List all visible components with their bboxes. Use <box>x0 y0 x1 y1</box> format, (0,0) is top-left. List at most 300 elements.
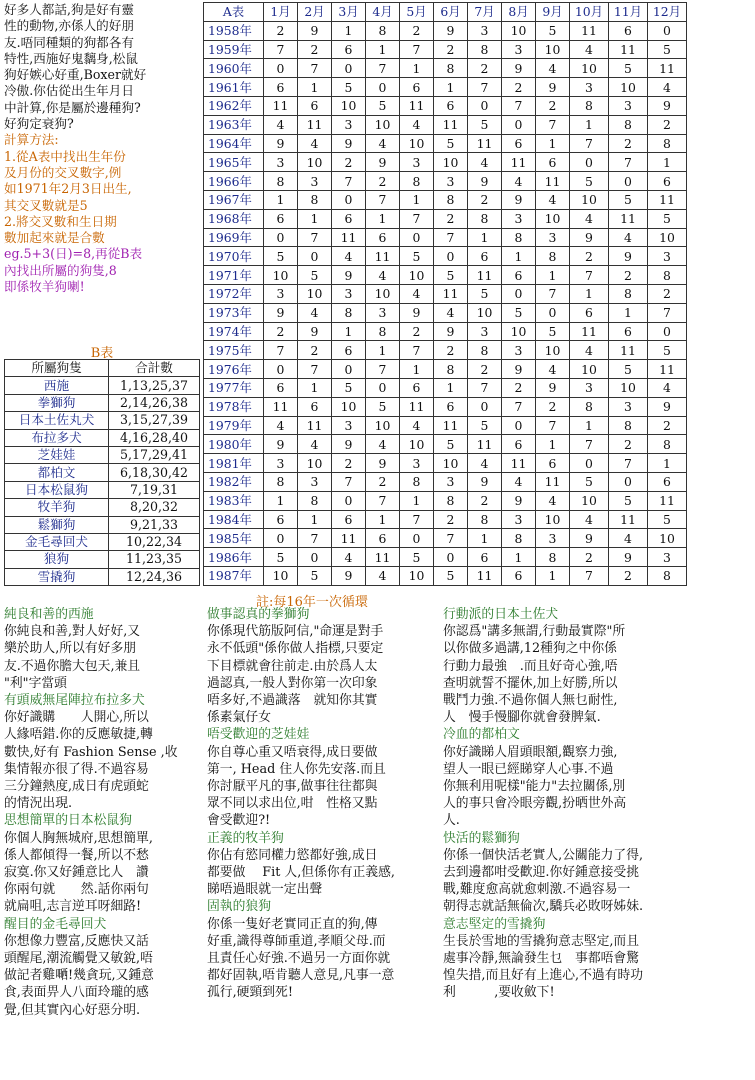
value-cell: 1 <box>609 303 648 322</box>
dog-breed-cell: 日本土佐丸犬 <box>5 412 109 429</box>
dog-description-body: 你佔有慾同權力慾都好強,成日 都要做 Fit 人,但係你有正義感, 睇唔過眼就一定出聲 <box>207 847 395 898</box>
value-cell: 0 <box>366 78 400 97</box>
value-cell: 9 <box>366 454 400 473</box>
value-cell: 4 <box>400 284 434 303</box>
value-cell: 7 <box>366 190 400 209</box>
value-cell: 11 <box>298 115 332 134</box>
dog-breed-cell: 日本松鼠狗 <box>5 481 109 498</box>
dog-description <box>443 726 749 829</box>
value-cell: 1 <box>536 266 570 285</box>
year-cell: 1960年 <box>204 59 264 78</box>
value-cell: 1 <box>332 322 366 341</box>
value-cell: 1 <box>434 78 468 97</box>
a-table-row <box>204 247 687 266</box>
value-cell: 5 <box>400 247 434 266</box>
dog-description-body: 你自尊心重又唔衰得,成日要做 第一, Head 住人你先安落.而且 你討厭平凡的事,做事往往都與 眾不同以求出位,咁 性格又點 會受歡迎?! <box>207 744 386 829</box>
value-cell: 4 <box>536 190 570 209</box>
value-cell: 1 <box>570 284 609 303</box>
value-cell: 2 <box>468 491 502 510</box>
b-table-row <box>5 499 200 516</box>
value-cell: 3 <box>536 529 570 548</box>
value-cell: 11 <box>366 548 400 567</box>
value-cell: 3 <box>502 341 536 360</box>
value-cell: 2 <box>609 435 648 454</box>
value-cell: 4 <box>536 59 570 78</box>
value-cell: 7 <box>366 491 400 510</box>
dog-description-title: 醒目的金毛尋回犬 <box>4 916 107 932</box>
value-cell: 3 <box>468 21 502 40</box>
value-cell: 5 <box>648 510 687 529</box>
dog-description-title: 行動派的日本土佐犬 <box>443 607 559 622</box>
value-cell: 1 <box>468 529 502 548</box>
value-cell: 6 <box>264 510 298 529</box>
value-cell: 3 <box>502 40 536 59</box>
dog-breed-cell: 芝娃娃 <box>5 446 109 463</box>
value-cell: 9 <box>609 548 648 567</box>
value-cell: 2 <box>366 472 400 491</box>
year-cell: 1982年 <box>204 472 264 491</box>
dog-description-title: 有頭威無尾陣拉布拉多犬 <box>4 693 145 709</box>
value-cell: 3 <box>264 454 298 473</box>
description-column-2 <box>207 606 439 1002</box>
a-table-row <box>204 228 687 247</box>
value-cell: 0 <box>648 21 687 40</box>
value-cell: 8 <box>366 322 400 341</box>
value-cell: 2 <box>264 322 298 341</box>
dog-description <box>4 606 204 692</box>
value-cell: 7 <box>298 529 332 548</box>
value-cell: 6 <box>536 153 570 172</box>
dog-description-body: 生長於雪地的雪撬狗意志堅定,而且 處事冷靜,無論發生乜 事都唔會驚 惶失措,而且好有上進心,不過有時功 利 ,要收斂下! <box>443 933 644 1001</box>
value-cell: 6 <box>648 472 687 491</box>
value-cell: 6 <box>332 510 366 529</box>
sum-values-cell: 10,22,34 <box>109 533 200 550</box>
value-cell: 6 <box>264 78 298 97</box>
value-cell: 3 <box>332 115 366 134</box>
a-table-row <box>204 341 687 360</box>
value-cell: 9 <box>648 397 687 416</box>
a-table <box>203 2 687 586</box>
value-cell: 5 <box>570 472 609 491</box>
dog-breed-cell: 雪撬狗 <box>5 568 109 585</box>
value-cell: 3 <box>434 472 468 491</box>
value-cell: 0 <box>502 416 536 435</box>
value-cell: 8 <box>434 360 468 379</box>
value-cell: 3 <box>648 548 687 567</box>
value-cell: 2 <box>468 360 502 379</box>
value-cell: 7 <box>536 284 570 303</box>
year-cell: 1975年 <box>204 341 264 360</box>
value-cell: 1 <box>502 548 536 567</box>
month-header: 10月 <box>570 3 609 22</box>
value-cell: 7 <box>609 454 648 473</box>
sum-values-cell: 8,20,32 <box>109 499 200 516</box>
value-cell: 11 <box>366 247 400 266</box>
dog-breed-cell: 西施 <box>5 377 109 394</box>
year-cell: 1965年 <box>204 153 264 172</box>
dog-description-title: 冷血的都柏文 <box>443 727 520 743</box>
dog-description-title: 快活的鬆獅狗 <box>443 830 520 846</box>
value-cell: 3 <box>609 96 648 115</box>
value-cell: 7 <box>502 397 536 416</box>
value-cell: 5 <box>536 322 570 341</box>
sum-values-cell: 3,15,27,39 <box>109 412 200 429</box>
year-cell: 1976年 <box>204 360 264 379</box>
value-cell: 2 <box>536 96 570 115</box>
year-cell: 1978年 <box>204 397 264 416</box>
value-cell: 10 <box>536 510 570 529</box>
value-cell: 9 <box>468 472 502 491</box>
a-table-row <box>204 40 687 59</box>
value-cell: 5 <box>264 247 298 266</box>
value-cell: 7 <box>502 96 536 115</box>
year-cell: 1984年 <box>204 510 264 529</box>
value-cell: 10 <box>609 378 648 397</box>
value-cell: 6 <box>400 78 434 97</box>
sum-values-cell: 11,23,35 <box>109 551 200 568</box>
value-cell: 11 <box>609 341 648 360</box>
value-cell: 9 <box>298 322 332 341</box>
value-cell: 5 <box>468 416 502 435</box>
dog-description-body: 你係現代筋版阿信,"命運是對手 永不低頭"係你做人指標,只要定 下目標就會往前走.由於爲人太 過認真,一般人對你第一次印象 唔多好,不過識落 就知你其實 係素氣仔女 <box>207 624 384 726</box>
value-cell: 6 <box>366 228 400 247</box>
a-table-row <box>204 115 687 134</box>
value-cell: 0 <box>264 529 298 548</box>
value-cell: 9 <box>264 435 298 454</box>
value-cell: 2 <box>298 40 332 59</box>
value-cell: 10 <box>502 322 536 341</box>
year-cell: 1966年 <box>204 172 264 191</box>
value-cell: 4 <box>648 378 687 397</box>
month-header: 11月 <box>609 3 648 22</box>
year-cell: 1973年 <box>204 303 264 322</box>
value-cell: 11 <box>468 566 502 585</box>
value-cell: 3 <box>502 209 536 228</box>
value-cell: 10 <box>570 491 609 510</box>
value-cell: 1 <box>536 134 570 153</box>
month-header: 1月 <box>264 3 298 22</box>
value-cell: 2 <box>332 454 366 473</box>
a-table-row <box>204 21 687 40</box>
value-cell: 2 <box>609 566 648 585</box>
a-table-row <box>204 96 687 115</box>
value-cell: 1 <box>536 435 570 454</box>
year-cell: 1958年 <box>204 21 264 40</box>
value-cell: 0 <box>298 548 332 567</box>
value-cell: 6 <box>609 21 648 40</box>
b-table-row <box>5 446 200 463</box>
value-cell: 4 <box>366 134 400 153</box>
sum-values-cell: 2,14,26,38 <box>109 394 200 411</box>
year-cell: 1964年 <box>204 134 264 153</box>
value-cell: 11 <box>502 153 536 172</box>
value-cell: 3 <box>332 284 366 303</box>
intro-text <box>4 2 200 295</box>
value-cell: 8 <box>502 529 536 548</box>
value-cell: 7 <box>400 209 434 228</box>
b-table-row <box>5 516 200 533</box>
a-table-row <box>204 190 687 209</box>
year-cell: 1962年 <box>204 96 264 115</box>
value-cell: 8 <box>570 96 609 115</box>
sum-values-cell: 9,21,33 <box>109 516 200 533</box>
value-cell: 0 <box>298 247 332 266</box>
value-cell: 10 <box>366 284 400 303</box>
value-cell: 0 <box>502 115 536 134</box>
value-cell: 10 <box>570 59 609 78</box>
value-cell: 1 <box>536 566 570 585</box>
month-header: 8月 <box>502 3 536 22</box>
value-cell: 5 <box>648 40 687 59</box>
dog-breed-cell: 都柏文 <box>5 464 109 481</box>
value-cell: 1 <box>366 341 400 360</box>
value-cell: 0 <box>536 303 570 322</box>
value-cell: 4 <box>366 435 400 454</box>
value-cell: 2 <box>400 21 434 40</box>
value-cell: 11 <box>648 59 687 78</box>
year-cell: 1987年 <box>204 566 264 585</box>
b-table-row <box>5 377 200 394</box>
dog-description-body: 你係一隻好老實同正直的狗,傳 好重,識得尊師重道,孝順父母.而 且責任心好強.不過另一方面你就 都好固執,唔肯聽人意見,凡事一意 孤行,硬頸到死! <box>207 916 395 1001</box>
value-cell: 9 <box>502 59 536 78</box>
month-header: 4月 <box>366 3 400 22</box>
year-cell: 1974年 <box>204 322 264 341</box>
a-table-row <box>204 529 687 548</box>
cycle-note: 註:每16年一次循環 <box>256 595 368 610</box>
value-cell: 6 <box>434 397 468 416</box>
value-cell: 11 <box>400 397 434 416</box>
value-cell: 7 <box>298 228 332 247</box>
value-cell: 1 <box>366 209 400 228</box>
value-cell: 1 <box>264 190 298 209</box>
value-cell: 10 <box>648 228 687 247</box>
value-cell: 8 <box>609 284 648 303</box>
value-cell: 4 <box>366 566 400 585</box>
month-header: 7月 <box>468 3 502 22</box>
sum-values-cell: 7,19,31 <box>109 481 200 498</box>
value-cell: 3 <box>264 153 298 172</box>
a-table-row <box>204 472 687 491</box>
value-cell: 2 <box>298 341 332 360</box>
value-cell: 2 <box>570 247 609 266</box>
value-cell: 7 <box>536 416 570 435</box>
value-cell: 2 <box>366 172 400 191</box>
value-cell: 4 <box>536 491 570 510</box>
value-cell: 11 <box>648 360 687 379</box>
value-cell: 1 <box>366 510 400 529</box>
sum-values-cell: 1,13,25,37 <box>109 377 200 394</box>
value-cell: 4 <box>468 454 502 473</box>
value-cell: 9 <box>536 78 570 97</box>
value-cell: 2 <box>502 78 536 97</box>
month-header: 5月 <box>400 3 434 22</box>
value-cell: 10 <box>400 435 434 454</box>
value-cell: 9 <box>332 435 366 454</box>
a-table-row <box>204 416 687 435</box>
value-cell: 3 <box>468 322 502 341</box>
value-cell: 1 <box>570 115 609 134</box>
value-cell: 10 <box>298 284 332 303</box>
value-cell: 3 <box>298 472 332 491</box>
value-cell: 9 <box>536 378 570 397</box>
value-cell: 0 <box>609 472 648 491</box>
value-cell: 3 <box>434 172 468 191</box>
value-cell: 1 <box>648 153 687 172</box>
value-cell: 6 <box>298 96 332 115</box>
value-cell: 2 <box>609 134 648 153</box>
value-cell: 10 <box>332 397 366 416</box>
value-cell: 9 <box>298 21 332 40</box>
value-cell: 9 <box>502 491 536 510</box>
dog-breed-cell: 鬆獅狗 <box>5 516 109 533</box>
value-cell: 10 <box>332 96 366 115</box>
value-cell: 4 <box>332 548 366 567</box>
value-cell: 8 <box>648 134 687 153</box>
value-cell: 1 <box>366 40 400 59</box>
value-cell: 2 <box>609 266 648 285</box>
value-cell: 4 <box>366 266 400 285</box>
value-cell: 4 <box>570 209 609 228</box>
month-header: 9月 <box>536 3 570 22</box>
value-cell: 7 <box>332 472 366 491</box>
value-cell: 10 <box>264 566 298 585</box>
value-cell: 7 <box>400 510 434 529</box>
value-cell: 11 <box>570 21 609 40</box>
value-cell: 11 <box>609 40 648 59</box>
year-cell: 1959年 <box>204 40 264 59</box>
value-cell: 4 <box>298 435 332 454</box>
value-cell: 5 <box>434 266 468 285</box>
value-cell: 8 <box>434 190 468 209</box>
calculation-method: 計算方法: 1.從A表中找出生年份 及月份的交叉數字,例 如1971年2月3日出生, 其交叉數就是5 2.將交叉數和生日期 數加起來就是合數 <box>4 132 132 246</box>
value-cell: 7 <box>366 59 400 78</box>
value-cell: 8 <box>400 472 434 491</box>
value-cell: 6 <box>468 548 502 567</box>
value-cell: 5 <box>366 397 400 416</box>
value-cell: 11 <box>468 266 502 285</box>
value-cell: 10 <box>298 454 332 473</box>
value-cell: 11 <box>468 435 502 454</box>
value-cell: 0 <box>400 228 434 247</box>
value-cell: 1 <box>434 378 468 397</box>
value-cell: 0 <box>502 284 536 303</box>
value-cell: 3 <box>366 303 400 322</box>
value-cell: 4 <box>400 115 434 134</box>
value-cell: 8 <box>264 172 298 191</box>
value-cell: 5 <box>609 491 648 510</box>
value-cell: 6 <box>332 40 366 59</box>
year-cell: 1963年 <box>204 115 264 134</box>
value-cell: 6 <box>502 266 536 285</box>
value-cell: 3 <box>502 510 536 529</box>
a-table-row <box>204 209 687 228</box>
value-cell: 9 <box>502 360 536 379</box>
value-cell: 1 <box>400 59 434 78</box>
value-cell: 11 <box>434 284 468 303</box>
year-cell: 1961年 <box>204 78 264 97</box>
value-cell: 8 <box>609 115 648 134</box>
value-cell: 10 <box>536 40 570 59</box>
value-cell: 8 <box>298 491 332 510</box>
value-cell: 1 <box>468 228 502 247</box>
value-cell: 9 <box>264 303 298 322</box>
value-cell: 8 <box>400 172 434 191</box>
month-header: 3月 <box>332 3 366 22</box>
value-cell: 0 <box>570 153 609 172</box>
value-cell: 1 <box>502 247 536 266</box>
value-cell: 2 <box>570 548 609 567</box>
value-cell: 11 <box>332 228 366 247</box>
year-cell: 1970年 <box>204 247 264 266</box>
value-cell: 6 <box>468 247 502 266</box>
value-cell: 4 <box>298 303 332 322</box>
year-cell: 1968年 <box>204 209 264 228</box>
value-cell: 8 <box>570 397 609 416</box>
value-cell: 4 <box>264 115 298 134</box>
value-cell: 6 <box>264 209 298 228</box>
b-table <box>4 359 200 586</box>
value-cell: 0 <box>400 529 434 548</box>
value-cell: 10 <box>570 190 609 209</box>
value-cell: 5 <box>468 284 502 303</box>
value-cell: 8 <box>536 548 570 567</box>
a-table-row <box>204 59 687 78</box>
dog-description-body: 你認爲"講多無謂,行動最實際"所 以你做多過講,12種狗之中你係 行動力最強 .而且好奇心強,唔 查明就誓不擺休,加上好勝,所以 戰鬥力強.不過你個人無乜耐性, 人 慢手慢腳你就會發脾氣. <box>443 624 626 726</box>
value-cell: 11 <box>502 454 536 473</box>
value-cell: 6 <box>434 96 468 115</box>
value-cell: 7 <box>570 566 609 585</box>
a-table-row <box>204 397 687 416</box>
a-table-row <box>204 566 687 585</box>
value-cell: 6 <box>332 209 366 228</box>
dog-description-title: 唔受歡迎的芝娃娃 <box>207 727 310 743</box>
value-cell: 7 <box>400 40 434 59</box>
value-cell: 0 <box>648 322 687 341</box>
year-cell: 1985年 <box>204 529 264 548</box>
a-table-row <box>204 454 687 473</box>
value-cell: 0 <box>264 228 298 247</box>
dog-description <box>443 916 749 1002</box>
value-cell: 11 <box>264 397 298 416</box>
value-cell: 0 <box>332 491 366 510</box>
value-cell: 11 <box>536 472 570 491</box>
value-cell: 5 <box>434 566 468 585</box>
value-cell: 3 <box>648 247 687 266</box>
dog-description-body: 你係一個快活老實人,公關能力了得, 去到邊都咁受歡迎.你好鍾意接受挑 戰,難度愈高就愈刺激.不過容易一 朝得志就話無倫次,驕兵必敗呀姊妹. <box>443 847 644 915</box>
dog-description <box>4 692 204 812</box>
value-cell: 0 <box>434 247 468 266</box>
a-table-row <box>204 266 687 285</box>
value-cell: 3 <box>400 153 434 172</box>
value-cell: 1 <box>298 78 332 97</box>
value-cell: 8 <box>468 209 502 228</box>
year-cell: 1969年 <box>204 228 264 247</box>
a-table-row <box>204 491 687 510</box>
value-cell: 8 <box>648 435 687 454</box>
value-cell: 7 <box>609 153 648 172</box>
value-cell: 5 <box>570 172 609 191</box>
value-cell: 7 <box>570 134 609 153</box>
value-cell: 0 <box>468 397 502 416</box>
value-cell: 1 <box>648 454 687 473</box>
a-table-corner: A表 <box>204 3 264 22</box>
value-cell: 7 <box>298 59 332 78</box>
value-cell: 8 <box>468 40 502 59</box>
value-cell: 1 <box>332 21 366 40</box>
value-cell: 8 <box>332 303 366 322</box>
value-cell: 10 <box>468 303 502 322</box>
value-cell: 0 <box>332 190 366 209</box>
